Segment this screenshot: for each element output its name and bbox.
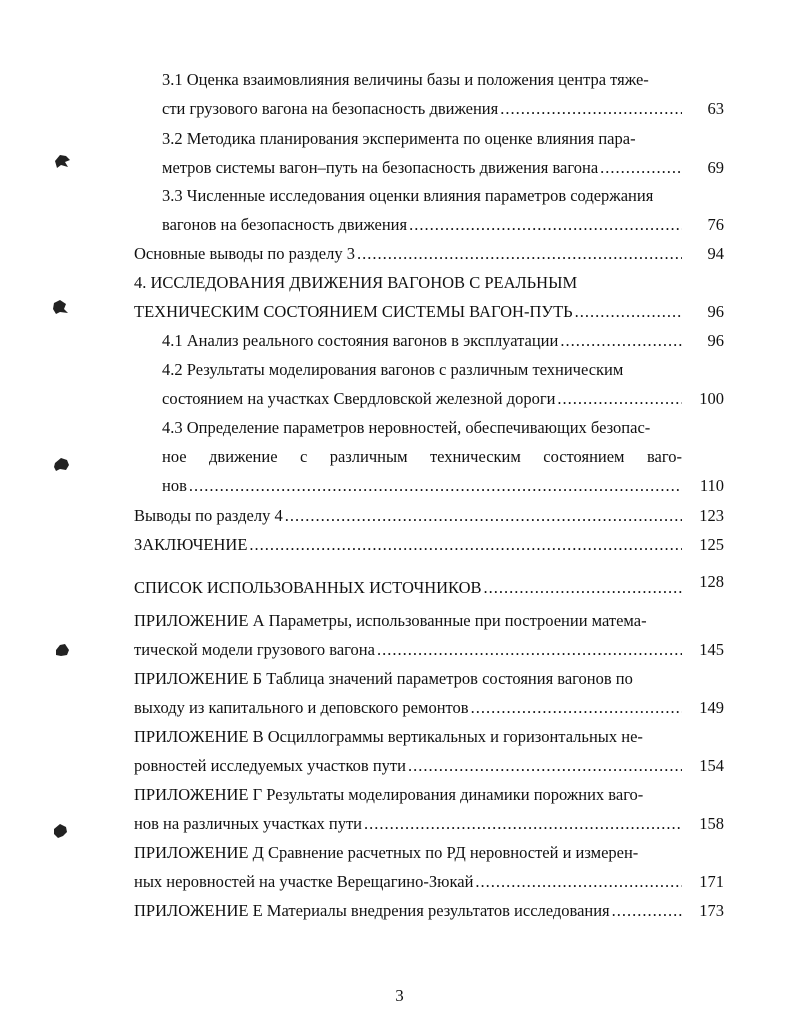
toc-entry-text: ЗАКЛЮЧЕНИЕ <box>134 535 248 554</box>
toc-entry-3-3 <box>162 215 684 235</box>
toc-entry-conclusions-3 <box>134 244 684 264</box>
toc-section-4-line2: ТЕХНИЧЕСКИМ СОСТОЯНИЕМ СИСТЕМЫ ВАГОН-ПУТЬ <box>134 302 573 321</box>
binder-hole-mark-icon <box>52 641 72 659</box>
toc-page-number: 123 <box>699 506 724 525</box>
toc-entry-4-3 <box>162 476 684 496</box>
toc-entry-3-3-line2: вагонов на безопасность движения <box>162 215 408 234</box>
leader-dots <box>612 901 682 921</box>
toc-appendix-d-line2: ных неровностей на участке Верещагино-Зюкай <box>134 872 474 891</box>
toc-appendix-d-line1: ПРИЛОЖЕНИЕ Д Сравнение расчетных по РД неровностей и измерен- <box>134 843 639 862</box>
leader-dots <box>600 158 682 178</box>
leader-dots <box>409 215 682 235</box>
leader-dots <box>408 756 682 776</box>
justified-word: техническим <box>429 447 521 466</box>
justified-word: ное <box>162 447 187 466</box>
leader-dots <box>285 506 682 526</box>
leader-dots <box>189 476 682 496</box>
toc-entry-text: ПРИЛОЖЕНИЕ Е Материалы внедрения результатов исследования <box>134 901 610 920</box>
binder-hole-mark-icon <box>52 152 72 170</box>
toc-appendix-a-line2: тической модели грузового вагона <box>134 640 375 659</box>
toc-entry-conclusions-4 <box>134 506 684 526</box>
toc-entry-3-1-line1: 3.1 Оценка взаимовлияния величины базы и положения центра тяже- <box>162 70 649 89</box>
toc-appendix-e <box>134 901 684 921</box>
toc-entry-4-2-line1: 4.2 Результаты моделирования вагонов с различным техническим <box>162 360 624 379</box>
toc-entry-references <box>134 578 684 598</box>
toc-entry-text: Выводы по разделу 4 <box>134 506 283 525</box>
toc-entry-3-1 <box>162 99 684 119</box>
justified-word: ваго- <box>646 447 682 466</box>
toc-page-number: 63 <box>707 99 724 118</box>
toc-appendix-b-line1: ПРИЛОЖЕНИЕ Б Таблица значений параметров состояния вагонов по <box>134 669 633 688</box>
leader-dots <box>249 535 682 555</box>
toc-page-number: 94 <box>707 244 724 263</box>
justified-word: различным <box>329 447 408 466</box>
toc-entry-3-2-line2: метров системы вагон–путь на безопасность движения вагона <box>162 158 599 177</box>
toc-section-4 <box>134 302 684 322</box>
toc-appendix-g-line2: нов на различных участках пути <box>134 814 363 833</box>
toc-appendix-v-line1: ПРИЛОЖЕНИЕ В Осциллограммы вертикальных и горизонтальных не- <box>134 727 643 746</box>
leader-dots <box>471 698 682 718</box>
toc-entry-conclusion <box>134 535 684 555</box>
leader-dots <box>500 99 682 119</box>
toc-page-number: 173 <box>699 901 724 920</box>
toc-appendix-d <box>134 872 684 892</box>
toc-entry-4-3-line3: нов <box>162 476 187 495</box>
toc-page-number: 154 <box>699 756 724 775</box>
leader-dots <box>557 389 682 409</box>
leader-dots <box>484 578 682 598</box>
toc-section-4-line1: 4. ИССЛЕДОВАНИЯ ДВИЖЕНИЯ ВАГОНОВ С РЕАЛЬНЫМ <box>134 273 578 292</box>
toc-appendix-a <box>134 640 684 660</box>
leader-dots <box>357 244 682 264</box>
toc-page-number: 171 <box>699 872 724 891</box>
binder-hole-mark-icon <box>50 298 70 316</box>
toc-appendix-b <box>134 698 684 718</box>
toc-appendix-g-line1: ПРИЛОЖЕНИЕ Г Результаты моделирования динамики порожних ваго- <box>134 785 644 804</box>
toc-entry-4-2 <box>162 389 684 409</box>
toc-entry-text: 4.1 Анализ реального состояния вагонов в эксплуатации <box>162 331 559 350</box>
page-number: 3 <box>395 986 404 1005</box>
toc-entry-4-2-line2: состоянием на участках Свердловской железной дороги <box>162 389 556 408</box>
toc-entry-3-2-line1: 3.2 Методика планирования эксперимента по оценке влияния пара- <box>162 129 636 148</box>
justified-word: с <box>299 447 308 466</box>
toc-entry-3-2 <box>162 158 684 178</box>
toc-appendix-g <box>134 814 684 834</box>
toc-entry-3-3-line1: 3.3 Численные исследования оценки влияния параметров содержания <box>162 186 654 205</box>
toc-page-number: 145 <box>699 640 724 659</box>
toc-entry-4-1 <box>162 331 684 351</box>
toc-page-number: 100 <box>699 389 724 408</box>
toc-appendix-v <box>134 756 684 776</box>
toc-page-number: 96 <box>707 302 724 321</box>
leader-dots <box>560 331 682 351</box>
toc-appendix-a-line1: ПРИЛОЖЕНИЕ А Параметры, использованные при построении матема- <box>134 611 647 630</box>
toc-entry-text: Основные выводы по разделу 3 <box>134 244 355 263</box>
toc-entry-3-1-line2: сти грузового вагона на безопасность движения <box>162 99 499 118</box>
toc-entry-text: СПИСОК ИСПОЛЬЗОВАННЫХ ИСТОЧНИКОВ <box>134 578 482 597</box>
toc-entry-4-3-line1: 4.3 Определение параметров неровностей, обеспечивающих безопас- <box>162 418 651 437</box>
binder-hole-mark-icon <box>52 455 72 473</box>
toc-page-number: 69 <box>707 158 724 177</box>
toc-page-number: 158 <box>699 814 724 833</box>
toc-page-number: 149 <box>699 698 724 717</box>
justified-word: движение <box>209 447 278 466</box>
toc-page-number: 76 <box>707 215 724 234</box>
leader-dots <box>364 814 682 834</box>
toc-page-number: 125 <box>699 535 724 554</box>
toc-page-number: 110 <box>699 476 724 495</box>
toc-page-number: 128 <box>699 572 724 591</box>
toc-page-number: 96 <box>707 331 724 350</box>
justified-word: состоянием <box>543 447 625 466</box>
toc-entry-4-3-line2 <box>162 447 682 467</box>
toc-appendix-v-line2: ровностей исследуемых участков пути <box>134 756 406 775</box>
leader-dots <box>475 872 682 892</box>
leader-dots <box>377 640 682 660</box>
leader-dots <box>575 302 682 322</box>
toc-appendix-b-line2: выходу из капитального и деповского ремонтов <box>134 698 469 717</box>
binder-hole-mark-icon <box>51 822 71 840</box>
